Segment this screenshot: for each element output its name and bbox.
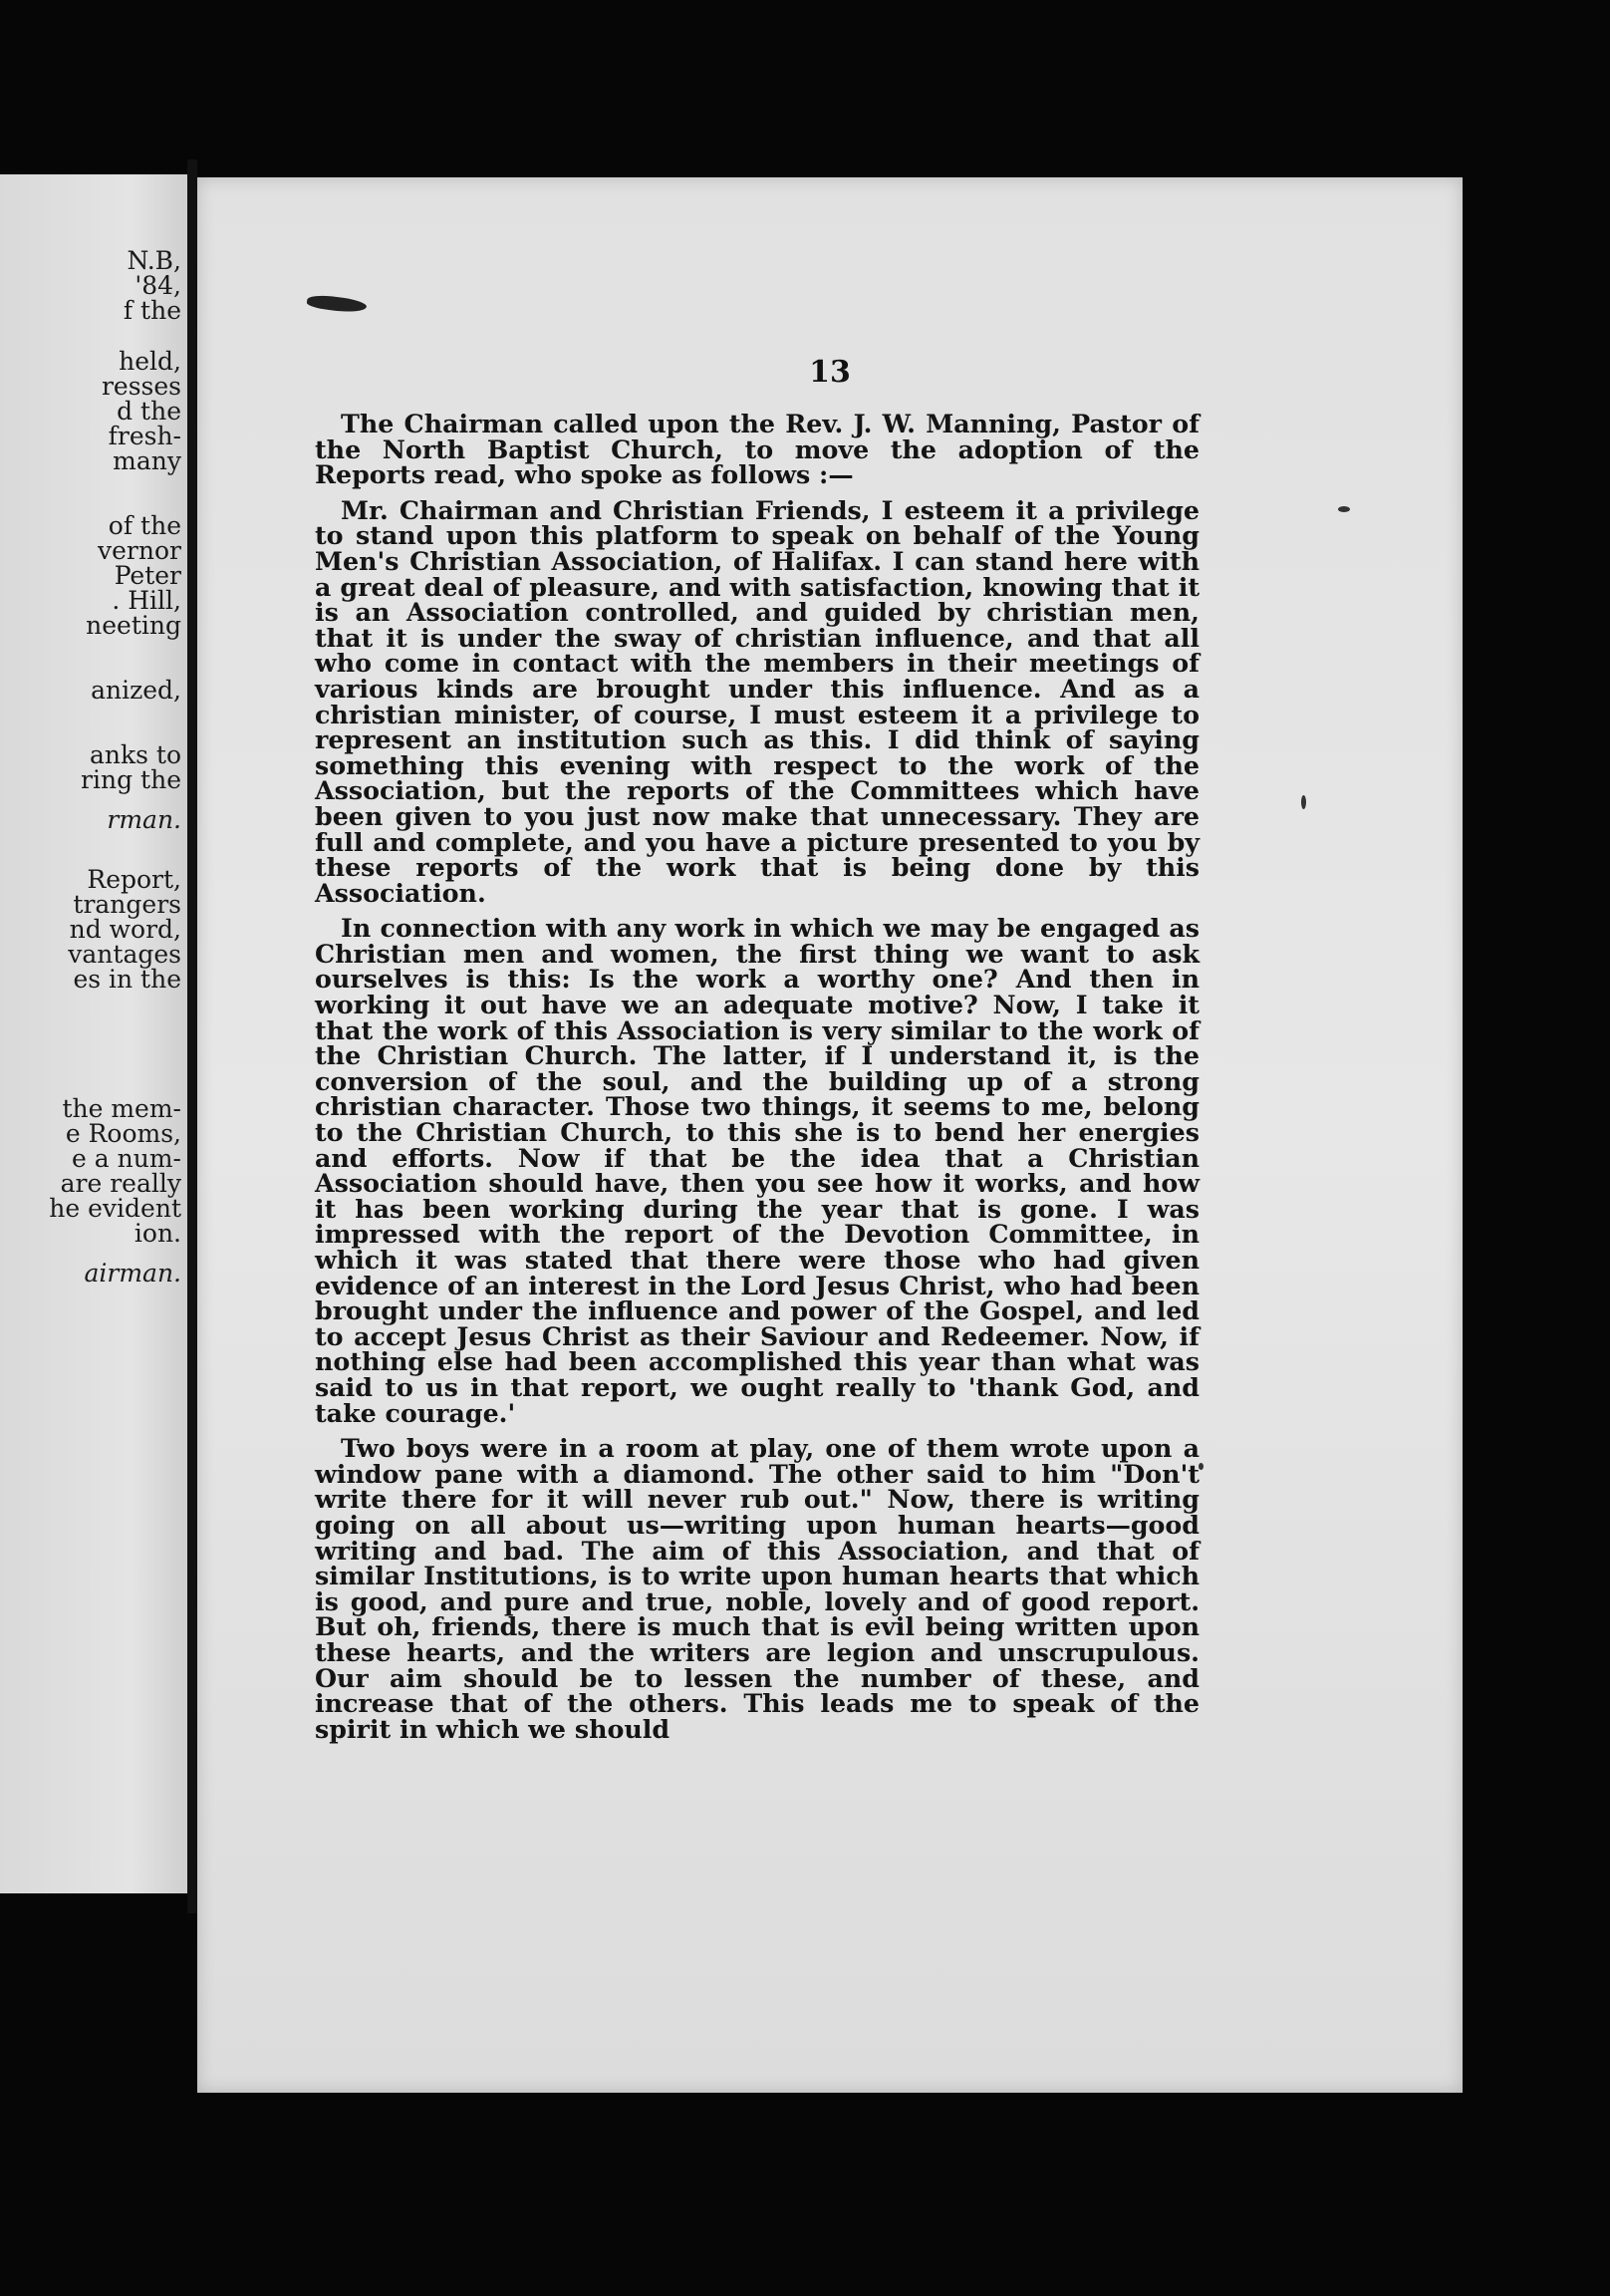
left-page-line: Peter bbox=[114, 561, 181, 590]
paragraph: The Chairman called upon the Rev. J. W. Manning, Pastor of the North Baptist Church, to move the adoption of the Reports read, who spoke as follows :— bbox=[315, 409, 1200, 490]
left-page-line: of the bbox=[108, 511, 181, 540]
left-page-line: he evident bbox=[49, 1194, 181, 1223]
paragraph: In connection with any work in which we may be engaged as Christian men and women, the first thing we want to ask ourselves is this: Is the work a worthy one? And then in working it out have we an adequate motive? Now, I take it that the work of this Association is very similar to the work of the Christian Church. The latter, if I understand it, is the conversion of the soul, and the building up of a strong christian character. Those two things, it seems to me, belong to the Christian Church, to this she is to bend her energies and efforts. Now if that be the idea that a Christian Association should have, then you see how it works, and how it has been working during the year that is gone. I was impressed with the report of the Devotion Committee, in which it was stated that there were those who had given evidence of an interest in the Lord Jesus Christ, who had been brought under the influence and power of the Gospel, and led to accept Jesus Christ as their Saviour and Redeemer. Now, if nothing else had been accomplished this year than what was said to us in that report, we ought really to 'thank God, and take courage.' bbox=[315, 913, 1200, 1428]
left-page-line: rman. bbox=[107, 805, 181, 834]
left-page-line: many bbox=[113, 446, 181, 475]
left-page-line: vernor bbox=[98, 536, 181, 565]
left-page-line: resses bbox=[101, 372, 181, 401]
left-page-line: fresh- bbox=[108, 422, 181, 450]
right-page bbox=[197, 177, 1463, 2093]
paragraph: Two boys were in a room at play, one of them wrote upon a window pane with a diamond. The other said to him "Don't write there for it will never rub out." Now, there is writing going on all about us—writing upon human hearts—good writing and bad. The aim of this Association, and that of similar Institutions, is to write upon human hearts that which is good, and pure and true, noble, lovely and of good report. But oh, friends, there is much that is evil being written upon these hearts, and the writers are legion and unscrupulous. Our aim should be to lessen the number of these, and increase that of the others. This leads me to speak of the spirit in which we should bbox=[315, 1433, 1200, 1744]
page-number: 13 bbox=[809, 355, 851, 390]
book-gutter bbox=[187, 159, 197, 1913]
left-page-line: N.B, bbox=[127, 246, 181, 275]
left-page-line: nd word, bbox=[69, 915, 181, 944]
left-page-line: held, bbox=[119, 347, 181, 376]
left-page-line: the mem- bbox=[62, 1094, 181, 1123]
left-page-fragment bbox=[0, 174, 187, 1893]
left-page-line: neeting bbox=[86, 611, 181, 640]
left-page-line: ring the bbox=[81, 765, 181, 794]
left-page-line: . Hill, bbox=[112, 586, 181, 615]
left-page-line: es in the bbox=[73, 965, 181, 994]
left-page-line: anks to bbox=[89, 740, 181, 769]
left-page-line: e a num- bbox=[72, 1144, 181, 1173]
left-page-line: e Rooms, bbox=[65, 1119, 181, 1148]
body-text bbox=[315, 409, 1200, 1752]
left-page-line: d the bbox=[117, 397, 181, 426]
left-page-line: ion. bbox=[134, 1219, 181, 1248]
left-page-line: are really bbox=[60, 1169, 181, 1198]
ink-blot bbox=[306, 293, 367, 315]
left-page-line: f the bbox=[123, 296, 181, 325]
left-page-line: '84, bbox=[134, 271, 181, 300]
left-page-line: trangers bbox=[73, 890, 181, 919]
paragraph: Mr. Chairman and Christian Friends, I esteem it a privilege to stand upon this platform to speak on behalf of the Young Men's Christian Association, of Halifax. I can stand here with a great deal of pleasure, and with satisfaction, knowing that it is an Association controlled, and guided by christian men, that it is under the sway of christian influence, and that all who come in contact with the members in their meetings of various kinds are brought under this influence. And as a christian minister, of course, I must esteem it a privilege to represent an institution such as this. I did think of saying something this evening with respect to the work of the Association, but the reports of the Committees which have been given to you just now make that unnecessary. They are full and complete, and you have a picture presented to you by these reports of the work that is being done by this Association. bbox=[315, 494, 1200, 908]
left-page-line: Report, bbox=[87, 865, 181, 894]
left-page-line: airman. bbox=[84, 1259, 181, 1288]
left-page-line: anized, bbox=[91, 676, 181, 705]
speck bbox=[1301, 795, 1306, 809]
speck bbox=[1338, 506, 1350, 512]
left-page-line: vantages bbox=[68, 940, 181, 969]
